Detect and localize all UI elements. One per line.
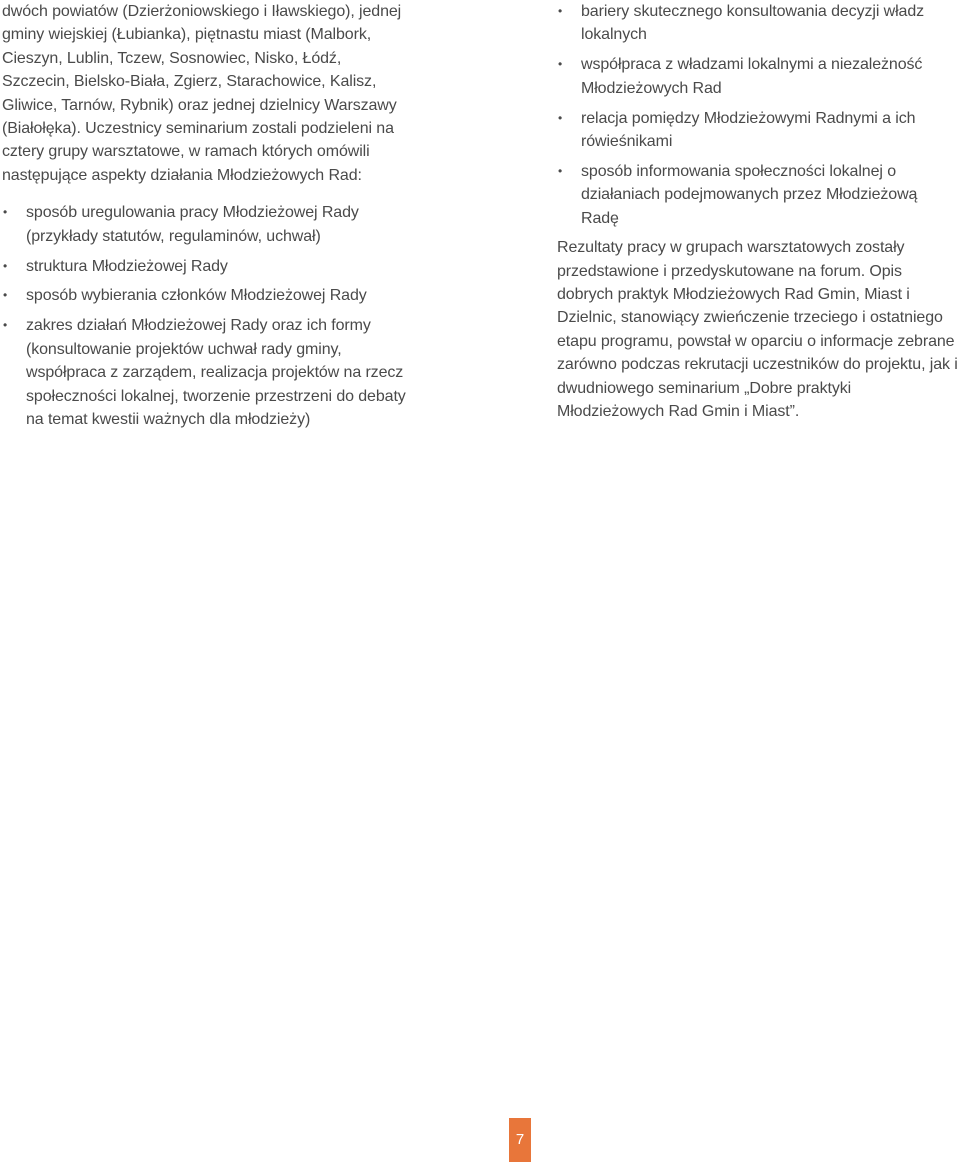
- workshop-aspects-list: [2, 201, 406, 431]
- list-item: • współpraca z władzami lokalnymi a niezależność Młodzieżowych Rad: [557, 53, 958, 100]
- results-paragraph: Rezultaty pracy w grupach warsztatowych zostały przedstawione i przedyskutowane na forum. Opis dobrych praktyk Młodzieżowych Rad Gmin, Miast i Dzielnic, stanowiący zwieńczenie trzeciego i ostatniego etapu programu, powstał w oparciu o informacje zebrane zarówno podczas rekrutacji uczestników do projektu, jak i dwudniowego seminarium „Dobre praktyki Młodzieżowych Rad Gmin i Miast”.: [557, 239, 958, 420]
- list-item: • sposób informowania społeczności lokalnej o działaniach podejmowanych przez Młodzieżową Radę: [557, 160, 958, 230]
- right-column: [557, 0, 958, 423]
- list-item: • sposób uregulowania pracy Młodzieżowej Rady (przykłady statutów, regulaminów, uchwał): [2, 201, 406, 248]
- list-item: • relacja pomiędzy Młodzieżowymi Radnymi a ich rówieśnikami: [557, 107, 958, 154]
- list-item: • zakres działań Młodzieżowej Rady oraz ich formy (konsultowanie projektów uchwał rady gminy, współpraca z zarządem, realizacja projektów na rzecz społeczności lokalnej, tworzenie przestrzeni do debaty na temat kwestii ważnych dla młodzieży): [2, 314, 406, 431]
- left-column: [2, 0, 406, 438]
- list-item: • sposób wybierania członków Młodzieżowej Rady: [2, 284, 406, 307]
- workshop-aspects-list-continued: [557, 0, 958, 230]
- page-number: 7: [509, 1118, 531, 1162]
- list-item: • bariery skutecznego konsultowania decyzji władz lokalnych: [557, 0, 958, 47]
- intro-paragraph: dwóch powiatów (Dzierżoniowskiego i Iławskiego), jednej gminy wiejskiej (Łubianka), piętnastu miast (Malbork, Cieszyn, Lublin, Tczew, Sosnowiec, Nisko, Łódź, Szczecin, Bielsko-Biała, Zgierz, Starachowice, Kalisz, Gliwice, Tarnów, Rybnik) oraz jednej dzielnicy Warszawy (Białołęka). Uczestnicy seminarium zostali podzieleni na cztery grupy warsztatowe, w ramach których omówili następujące aspekty działania Młodzieżowych Rad:: [2, 3, 402, 184]
- list-item: • struktura Młodzieżowej Rady: [2, 255, 406, 278]
